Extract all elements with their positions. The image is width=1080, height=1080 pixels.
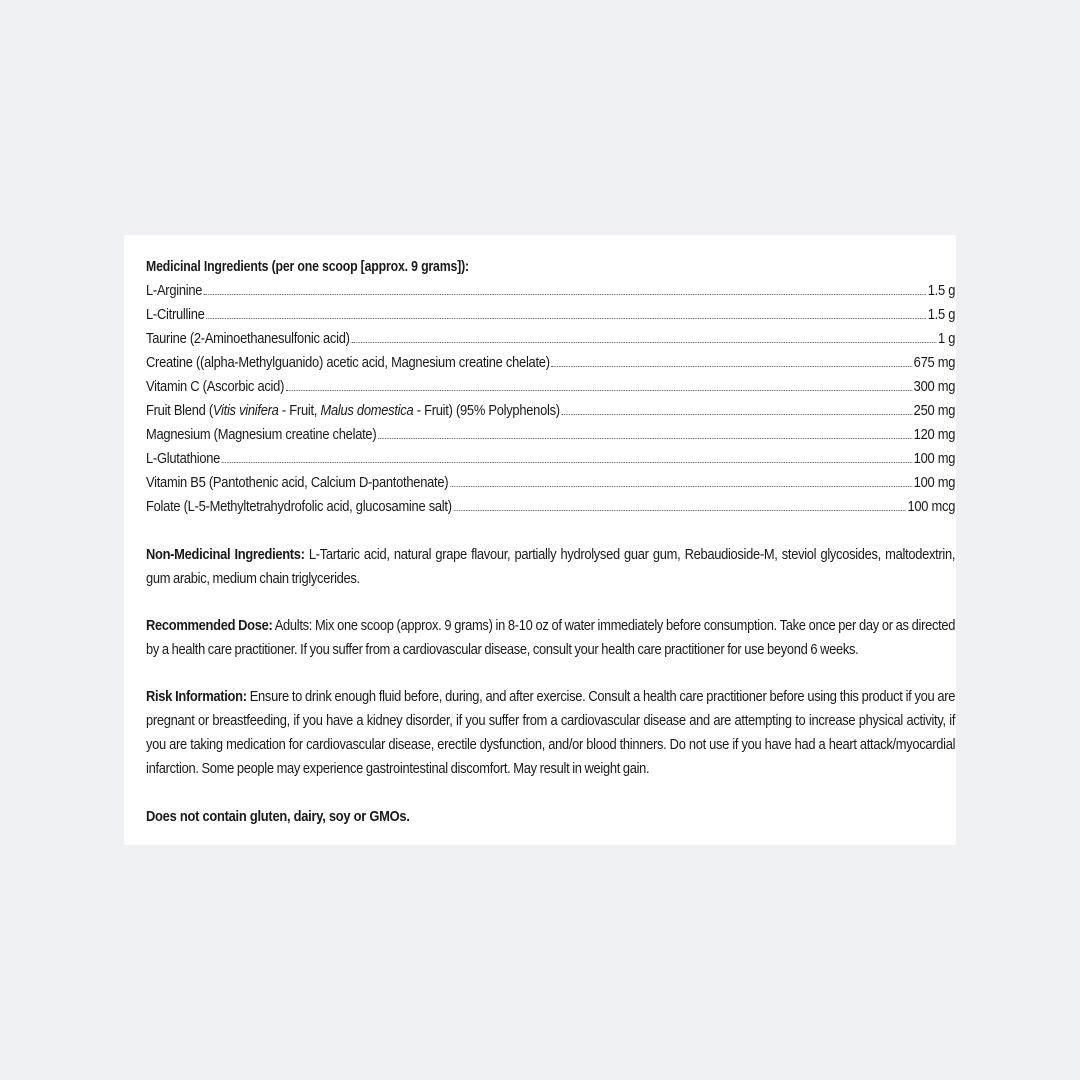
risk-information-label: Risk Information: — [146, 688, 247, 705]
ingredient-row — [146, 495, 955, 519]
ingredient-row — [146, 375, 955, 399]
non-medicinal-text: L-Tartaric acid, natural grape flavour, partially hydrolysed guar gum, Rebaudioside-M, steviol glycosides, maltodextrin, gum arabic, medium chain triglycerides. — [146, 546, 956, 587]
medicinal-ingredients-heading: Medicinal Ingredients (per one scoop [approx. 9 grams]): — [146, 258, 469, 275]
allergen-statement: Does not contain gluten, dairy, soy or GMOs. — [146, 808, 410, 825]
ingredient-row — [146, 399, 955, 423]
ingredient-amount: 675 mg — [913, 354, 956, 371]
ingredient-amount: 100 mg — [913, 450, 956, 467]
leader-dots — [222, 462, 912, 463]
ingredient-amount: 1.5 g — [927, 282, 956, 299]
risk-information-text: Ensure to drink enough fluid before, during, and after exercise. Consult a health care practitioner before using this product if you are pregnant or breastfeeding, if you have a kidney disorder, if you suffer from a cardiovascular disease and are attempting to increase physical activity, if you are taking medication for cardiovascular disease, erectile dysfunction, and/or blood thinners. Do not use if you have had a heart attack/myocardial infarction. Some people may experience gastrointestinal discomfort. May result in weight gain. — [146, 688, 956, 777]
label-panel — [124, 235, 956, 845]
ingredient-name: Magnesium (Magnesium creatine chelate) — [146, 426, 377, 443]
ingredient-name: Vitamin B5 (Pantothenic acid, Calcium D-pantothenate) — [146, 474, 449, 491]
ingredients-list — [146, 279, 955, 829]
ingredient-amount: 300 mg — [913, 378, 956, 395]
ingredient-name: L-Arginine — [146, 282, 203, 299]
latin-name: Vitis vinifera — [212, 402, 279, 419]
ingredient-name: Folate (L-5-Methyltetrahydrofolic acid, glucosamine salt) — [146, 498, 452, 515]
recommended-dose — [146, 614, 955, 662]
ingredient-row — [146, 279, 955, 303]
recommended-dose-text: Adults: Mix one scoop (approx. 9 grams) in 8-10 oz of water immediately before consumption. Take once per day or as directed by a health care practitioner. If you suffer from a cardiovascular disease, consult your health care practitioner for use beyond 6 weeks. — [146, 617, 956, 658]
non-medicinal-label: Non-Medicinal Ingredients: — [146, 546, 305, 563]
ingredient-row — [146, 351, 955, 375]
ingredient-name: Creatine ((alpha-Methylguanido) acetic acid, Magnesium creatine chelate) — [146, 354, 550, 371]
ingredient-name: Taurine (2-Aminoethanesulfonic acid) — [146, 330, 350, 347]
ingredient-row — [146, 447, 955, 471]
ingredient-row — [146, 327, 955, 351]
ingredient-amount: 1 g — [937, 330, 956, 347]
leader-dots — [351, 342, 936, 343]
ingredient-amount: 1.5 g — [927, 306, 956, 323]
ingredient-name: L-Glutathione — [146, 450, 221, 467]
leader-dots — [454, 510, 906, 511]
leader-dots — [286, 390, 912, 391]
leader-dots — [551, 366, 911, 367]
label-content — [146, 255, 955, 829]
ingredient-amount: 250 mg — [913, 402, 956, 419]
ingredient-name-part: - Fruit) (95% Polyphenols) — [413, 402, 560, 419]
risk-information — [146, 685, 955, 781]
ingredient-amount: 100 mcg — [907, 498, 956, 515]
latin-name: Malus domestica — [320, 402, 414, 419]
leader-dots — [562, 414, 912, 415]
recommended-dose-label: Recommended Dose: — [146, 617, 273, 634]
leader-dots — [378, 438, 912, 439]
ingredient-name: Vitamin C (Ascorbic acid) — [146, 378, 285, 395]
ingredient-name — [146, 399, 560, 423]
ingredient-row — [146, 423, 955, 447]
ingredient-amount: 120 mg — [913, 426, 956, 443]
ingredient-name-part: - Fruit, — [278, 402, 321, 419]
leader-dots — [450, 486, 912, 487]
ingredient-row — [146, 471, 955, 495]
ingredient-name-part: Fruit Blend ( — [146, 402, 213, 419]
ingredient-name: L-Citrulline — [146, 306, 205, 323]
ingredient-amount: 100 mg — [913, 474, 956, 491]
leader-dots — [206, 318, 926, 319]
non-medicinal-ingredients — [146, 543, 955, 591]
ingredient-row — [146, 303, 955, 327]
leader-dots — [204, 294, 926, 295]
